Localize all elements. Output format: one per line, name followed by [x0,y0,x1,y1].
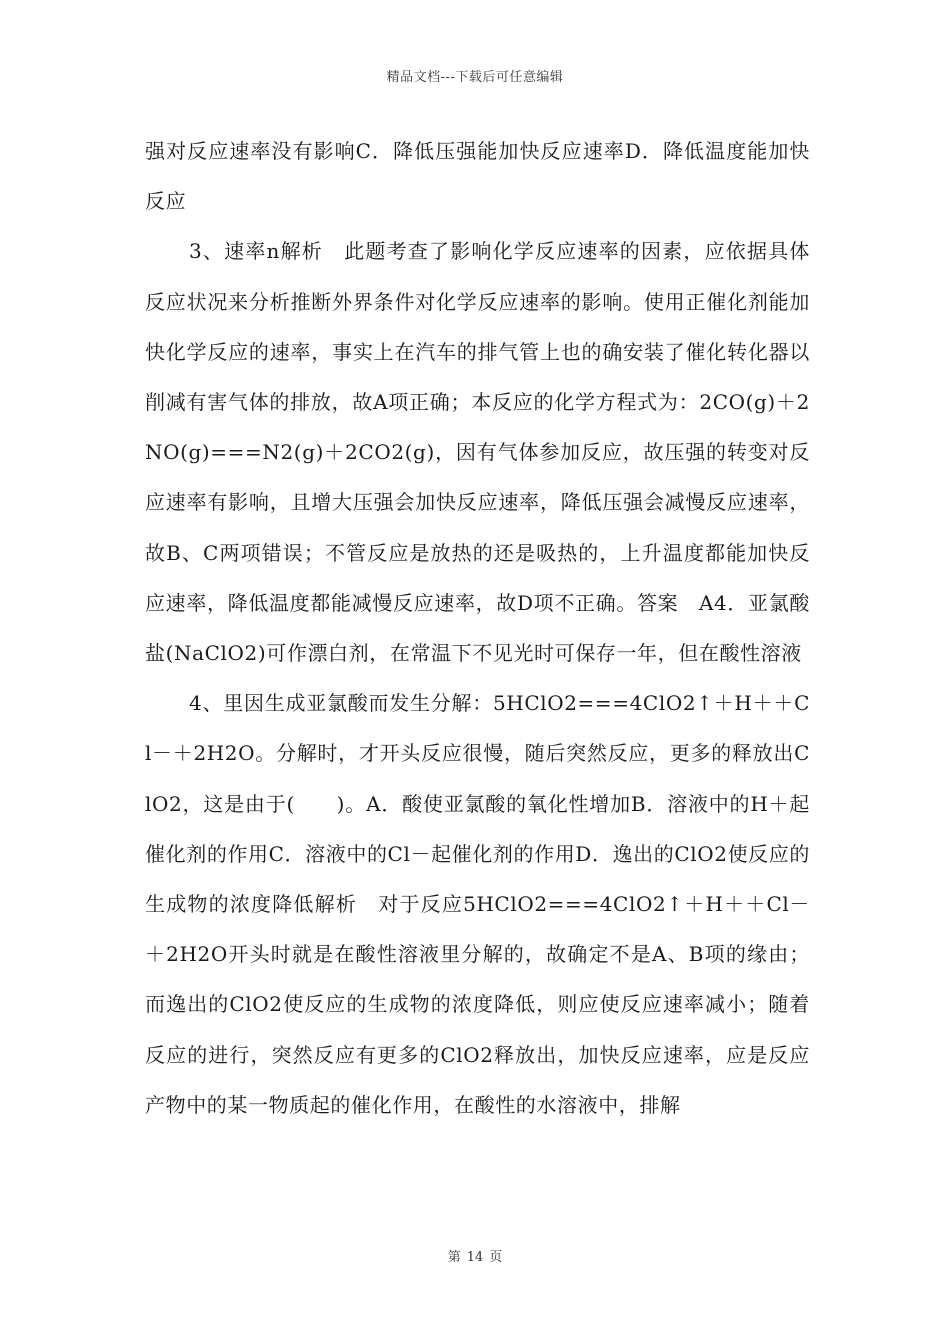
paragraph-continuation: 强对反应速率没有影响C．降低压强能加快反应速率D．降低温度能加快反应 [145,139,810,214]
document-body [145,126,810,1130]
page-footer [0,1246,950,1265]
page-number: 14 [466,1250,484,1265]
page-header: 精品文档---下载后可任意编辑 [386,70,564,85]
paragraph-item-3: 3、速率n解析 此题考查了影响化学反应速率的因素，应依据具体反应状况来分析推断外界条件对化学反应速率的影响。使用正催化剂能加快化学反应的速率，事实上在汽车的排气管上也的确安装了催化转化器以削减有害气体的排放，故A项正确；本反应的化学方程式为：2CO(g)＋2NO(g)===N2(g)＋2CO2(g)，因有气体参加反应，故压强的转变对反应速率有影响，且增大压强会加快反应速率，降低压强会减慢反应速率，故B、C两项错误；不管反应是放热的还是吸热的，上升温度都能加快反应速率，降低温度都能减慢反应速率，故D项不正确。答案 A4．亚氯酸盐(NaClO2)可作漂白剂，在常温下不见光时可保存一年，但在酸性溶液 [145,239,810,666]
page-number-prefix: 第 [447,1250,461,1265]
page-number-suffix: 页 [489,1250,503,1265]
paragraph-item-4: 4、里因生成亚氯酸而发生分解：5HClO2===4ClO2↑＋H＋＋Cl－＋2H2O。分解时，才开头反应很慢，随后突然反应，更多的释放出ClO2，这是由于( )。A．酸使亚氯酸的氧化性增加B．溶液中的H＋起催化剂的作用C．溶液中的Cl－起催化剂的作用D．逸出的ClO2使反应的生成物的浓度降低解析 对于反应5HClO2===4ClO2↑＋H＋＋Cl－＋2H2O开头时就是在酸性溶液里分解的，故确定不是A、B项的缘由；而逸出的ClO2使反应的生成物的浓度降低，则应使反应速率减小；随着反应的进行，突然反应有更多的ClO2释放出，加快反应速率，应是反应产物中的某一物质起的催化作用，在酸性的水溶液中，排解 [145,691,810,1117]
